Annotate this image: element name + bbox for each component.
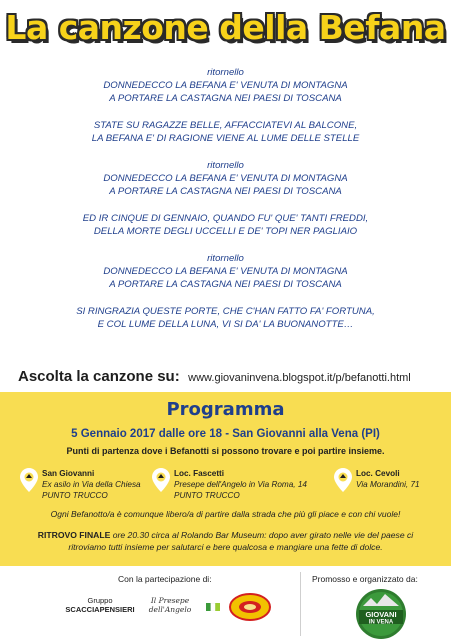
promoter-label: Promosso e organizzato da: <box>312 574 418 584</box>
footer-divider <box>300 572 301 636</box>
scaccia-logo-line2: SCACCIAPENSIERI <box>65 605 135 614</box>
bar-museum-logo-icon <box>228 592 272 622</box>
lyrics-line: A PORTARE LA CASTAGNA NEI PAESI DI TOSCANA <box>109 93 342 104</box>
programma-section <box>0 392 451 566</box>
lyrics-line: A PORTARE LA CASTAGNA NEI PAESI DI TOSCANA <box>109 186 342 197</box>
lyrics-line: DONNEDECCO LA BEFANA E' VENUTA DI MONTAGNA <box>103 173 348 184</box>
programma-title: Programma <box>166 399 285 420</box>
location-note: PUNTO TRUCCO <box>42 491 108 500</box>
lyrics-line: STATE SU RAGAZZE BELLE, AFFACCIATEVI AL BALCONE, <box>93 120 358 131</box>
presepe-angelo-logo <box>140 596 200 614</box>
flag-logo-icon <box>206 603 220 611</box>
lyrics-line: ritornello <box>207 160 244 171</box>
presepe-logo-line2: dell'Angelo <box>148 605 192 614</box>
lyrics-line: SI RINGRAZIA QUESTE PORTE, CHE C'HAN FATTO FA' FORTUNA, <box>76 306 375 317</box>
location-address: Presepe dell'Angelo in Via Roma, 14 <box>174 480 307 489</box>
giovani-in-vena-logo-icon <box>355 588 407 640</box>
lyrics-line: ritornello <box>207 253 244 264</box>
lyrics-line: DELLA MORTE DEGLI UCCELLI E DE' TOPI NER PAGLIAIO <box>93 226 358 237</box>
lyrics-stanza <box>0 212 451 238</box>
page-title: La canzone della Befana <box>5 8 446 47</box>
lyrics-line: ritornello <box>207 67 244 78</box>
location-name: Loc. Cevoli <box>356 469 400 478</box>
lyrics-line: ED IR CINQUE DI GENNAIO, QUANDO FU' QUE' TANTI FREDDI, <box>82 213 369 224</box>
footer <box>0 566 451 640</box>
presepe-logo-line1: Il Presepe <box>150 596 190 605</box>
lyrics-stanza <box>0 252 451 291</box>
map-pin-icon <box>334 468 352 492</box>
location-name: Loc. Fascetti <box>174 469 225 478</box>
listen-line <box>18 368 438 386</box>
scacciapensieri-logo <box>58 596 142 614</box>
svg-text:IN VENA: IN VENA <box>368 619 394 626</box>
lyrics-block <box>0 66 451 345</box>
lyrics-stanza <box>0 66 451 105</box>
listen-label: Ascolta la canzone su: <box>18 368 180 385</box>
location-name: San Giovanni <box>42 469 95 478</box>
listen-url-link[interactable]: www.giovaninvena.blogspot.it/p/befanotti.html <box>188 372 411 384</box>
partners-label: Con la partecipazione di: <box>118 574 212 584</box>
lyrics-stanza <box>0 159 451 198</box>
lyrics-line: E COL LUME DELLA LUNA, VI SI DA' LA BUONANOTTE… <box>97 319 354 330</box>
lyrics-line: DONNEDECCO LA BEFANA E' VENUTA DI MONTAGNA <box>103 80 348 91</box>
programma-note: Ogni Befanotto/a è comunque libero/a di partire dalla strada che più gli piace e con chi vuole! <box>50 509 401 519</box>
programma-subtitle: Punti di partenza dove i Befanotti si possono trovare e poi partire insieme. <box>66 446 385 456</box>
map-pin-icon <box>20 468 38 492</box>
lyrics-line: LA BEFANA E' DI RAGIONE VIENE AL LUME DELLE STELLE <box>91 133 360 144</box>
ritrovo-text <box>20 529 431 553</box>
map-pin-icon <box>152 468 170 492</box>
lyrics-line: A PORTARE LA CASTAGNA NEI PAESI DI TOSCANA <box>109 279 342 290</box>
location-address: Ex asilo in Via della Chiesa <box>42 480 141 489</box>
ritrovo-label: RITROVO FINALE <box>37 530 111 540</box>
lyrics-line: DONNEDECCO LA BEFANA E' VENUTA DI MONTAGNA <box>103 266 348 277</box>
location-address: Via Morandini, 71 <box>356 480 420 489</box>
lyrics-stanza <box>0 119 451 145</box>
scaccia-logo-line1: Gruppo <box>87 596 113 605</box>
location-note: PUNTO TRUCCO <box>174 491 240 500</box>
lyrics-stanza <box>0 305 451 331</box>
svg-text:GIOVANI: GIOVANI <box>365 610 397 619</box>
ritrovo-details: ore 20.30 circa al Rolando Bar Museum: dopo aver girato nelle vie del paese ci ritroviamo tutti insieme per salutarci e bere qualcosa e mangiare una fette di dolce. <box>68 530 414 552</box>
programma-date: 5 Gennaio 2017 dalle ore 18 - San Giovanni alla Vena (PI) <box>71 428 380 440</box>
